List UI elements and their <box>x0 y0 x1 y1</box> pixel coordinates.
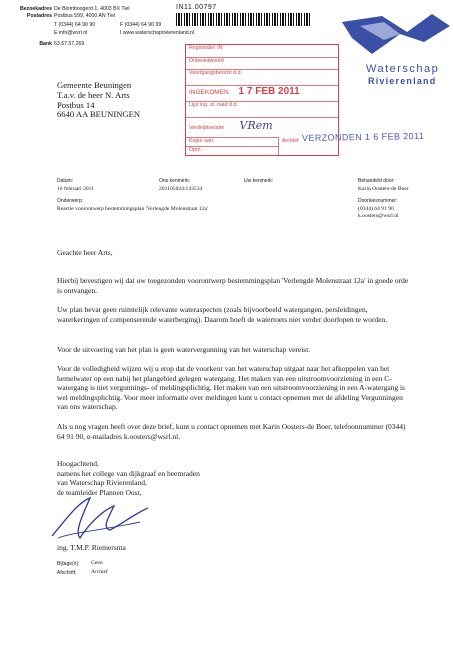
logo-line1: Waterschap <box>366 63 440 75</box>
paragraph-3: Voor de uitvoering van het plan is geen watervergunning van het waterschap vereist. <box>57 345 311 354</box>
signatory-name: ing. T.M.P. Riemersma <box>57 543 126 552</box>
stamp-row-ingekomen <box>186 85 338 101</box>
stamp-row-kopie: Kopie aan: <box>186 137 278 144</box>
sender-phone: T (0344) 64 90 90 <box>54 22 96 28</box>
bijlagen-value: Geen <box>91 560 103 566</box>
salutation: Geachte heer Arts, <box>57 248 113 257</box>
onderwerp-value: Reactie voorontwerp bestemmingsplan 'Verlengde Molenstraat 12a' <box>57 206 208 212</box>
label-bank: Bank <box>39 41 52 47</box>
sender-visit-address: De Blomboogerd 1, 4003 BX Tiel <box>54 6 130 12</box>
recipient-address <box>57 81 140 120</box>
afschrift-label: Afschrift: <box>57 570 77 576</box>
sender-fax: F (0344) 64 90 99 <box>120 22 162 28</box>
paragraph-2: Uw plan bevat geen ruimtelijk relevante waterаspecten (zoals bijvoorbeeld watergangen, persleidingen, waterkeringen of compenserende waterberging). Daarom hoeft de watertoets niet verder doorlopen te worden. <box>57 305 388 324</box>
closing-line: de teamleider Plannen Oost, <box>57 487 142 497</box>
stamp-row-opm: Opm. <box>186 146 278 153</box>
doorkies-label: Doorkiesnummer: <box>358 198 398 204</box>
sender-postal-address: Postbus 599, 4000 AN Tiel <box>54 13 116 19</box>
behandeld-label: Behandeld door: <box>358 178 395 184</box>
paragraph-5: Als u nog vragen heeft over deze brief, kunt u contact opnemen met Karin Oosters-de Boer, telefoonnummer (0344) 64 91 90, e-mailadres k.oosters@wsrl.nl. <box>57 422 406 441</box>
closing-line: namens het college van dijkgraaf en heemraden <box>57 468 200 478</box>
signature-icon <box>44 492 154 546</box>
stamp-archief: Archief <box>282 138 299 144</box>
stamp-divider <box>278 137 279 155</box>
sender-website: I www.waterschaprivierenland.nl <box>120 30 195 36</box>
barcode-icon <box>176 13 310 26</box>
stamp-ingekomen-date: 1 7 FEB 2011 <box>238 86 300 97</box>
verzonden-stamp: VERZONDEN 1 6 FEB 2011 <box>301 130 425 144</box>
recipient-line: 6640 AA BEUNINGEN <box>57 109 141 120</box>
label-bezoekadres: Bezoekadres <box>19 6 52 12</box>
label-postadres: Postadres <box>26 13 52 19</box>
recipient-line: T.a.v. de heer N. Arts <box>57 89 130 100</box>
stamp-verdel-label: Verdelptoelatie <box>189 125 225 131</box>
stamp-handwritten: VRem <box>239 119 273 132</box>
onderwerp-label: Onderwerp: <box>57 198 84 204</box>
closing-line: Hoogachtend, <box>57 459 99 468</box>
sender-email: E info@wsrl.nl <box>54 30 88 36</box>
recipient-line: Postbus 14 <box>57 99 95 110</box>
datum-value: 16 februari 2011 <box>57 186 95 192</box>
doorkies-value: (0344) 64 91 90 <box>358 206 394 212</box>
kenmerk-label: Ons kenmerk: <box>159 178 191 184</box>
closing-line: van Waterschap Rivierenland, <box>57 478 147 487</box>
stamp-ingekomen-label: INGEKOMEN <box>189 89 229 96</box>
paragraph-4: Voor de volledigheid wijzen wij u erop dat de voorkeur van het waterschap uitgaat naar het afkoppelen van het hemelwater op een nabij het plangebied gelegen watergang. Het maken van een uitstroomvoorziening in een C-watergang is niet vergunnings- of meldingsplichtig. Het maken van een uitstroomvoorziening in een A-watergang is wel meldingsplichtig. Voor meer informatie over meldingen kunt u contact opnemen met de afdeling Vergunningen van ons waterschap. <box>57 364 406 411</box>
paragraph-1: Hierbij bevestigen wij dat uw toegezonden voorontwerp bestemmingsplan 'Verlengde Molenstraat 12a' in goede orde is ontvangen. <box>57 276 409 295</box>
stamp-row-voortgang: Voortgangsbericht d.d. <box>186 69 338 76</box>
sender-bank: 63.67.57.269 <box>54 41 85 47</box>
uw-kenmerk-label: Uw kenmerk: <box>244 178 274 184</box>
stamp-row-onbeantwoord: Onbeantwoord <box>186 57 338 64</box>
behandeld-value: Karin Oosters-de Boer <box>358 186 409 192</box>
afschrift-value: Archief <box>91 569 108 575</box>
email-value: k.oosters@wsrl.nl <box>358 213 399 219</box>
recipient-line: Gemeente Beuningen <box>57 80 132 90</box>
bijlagen-label: Bijlage(n): <box>57 561 80 567</box>
stamp-row-lijst: Lijst ing. st. raad d.d. <box>186 101 338 108</box>
datum-label: Datum: <box>57 178 74 184</box>
stamp-row-registratie: Registratie: IN <box>189 45 223 51</box>
kenmerk-value: 201105024/143534 <box>159 186 203 192</box>
barcode-number: IN11.00797 <box>176 4 217 11</box>
logo-line2: Rivierenland <box>368 76 437 86</box>
